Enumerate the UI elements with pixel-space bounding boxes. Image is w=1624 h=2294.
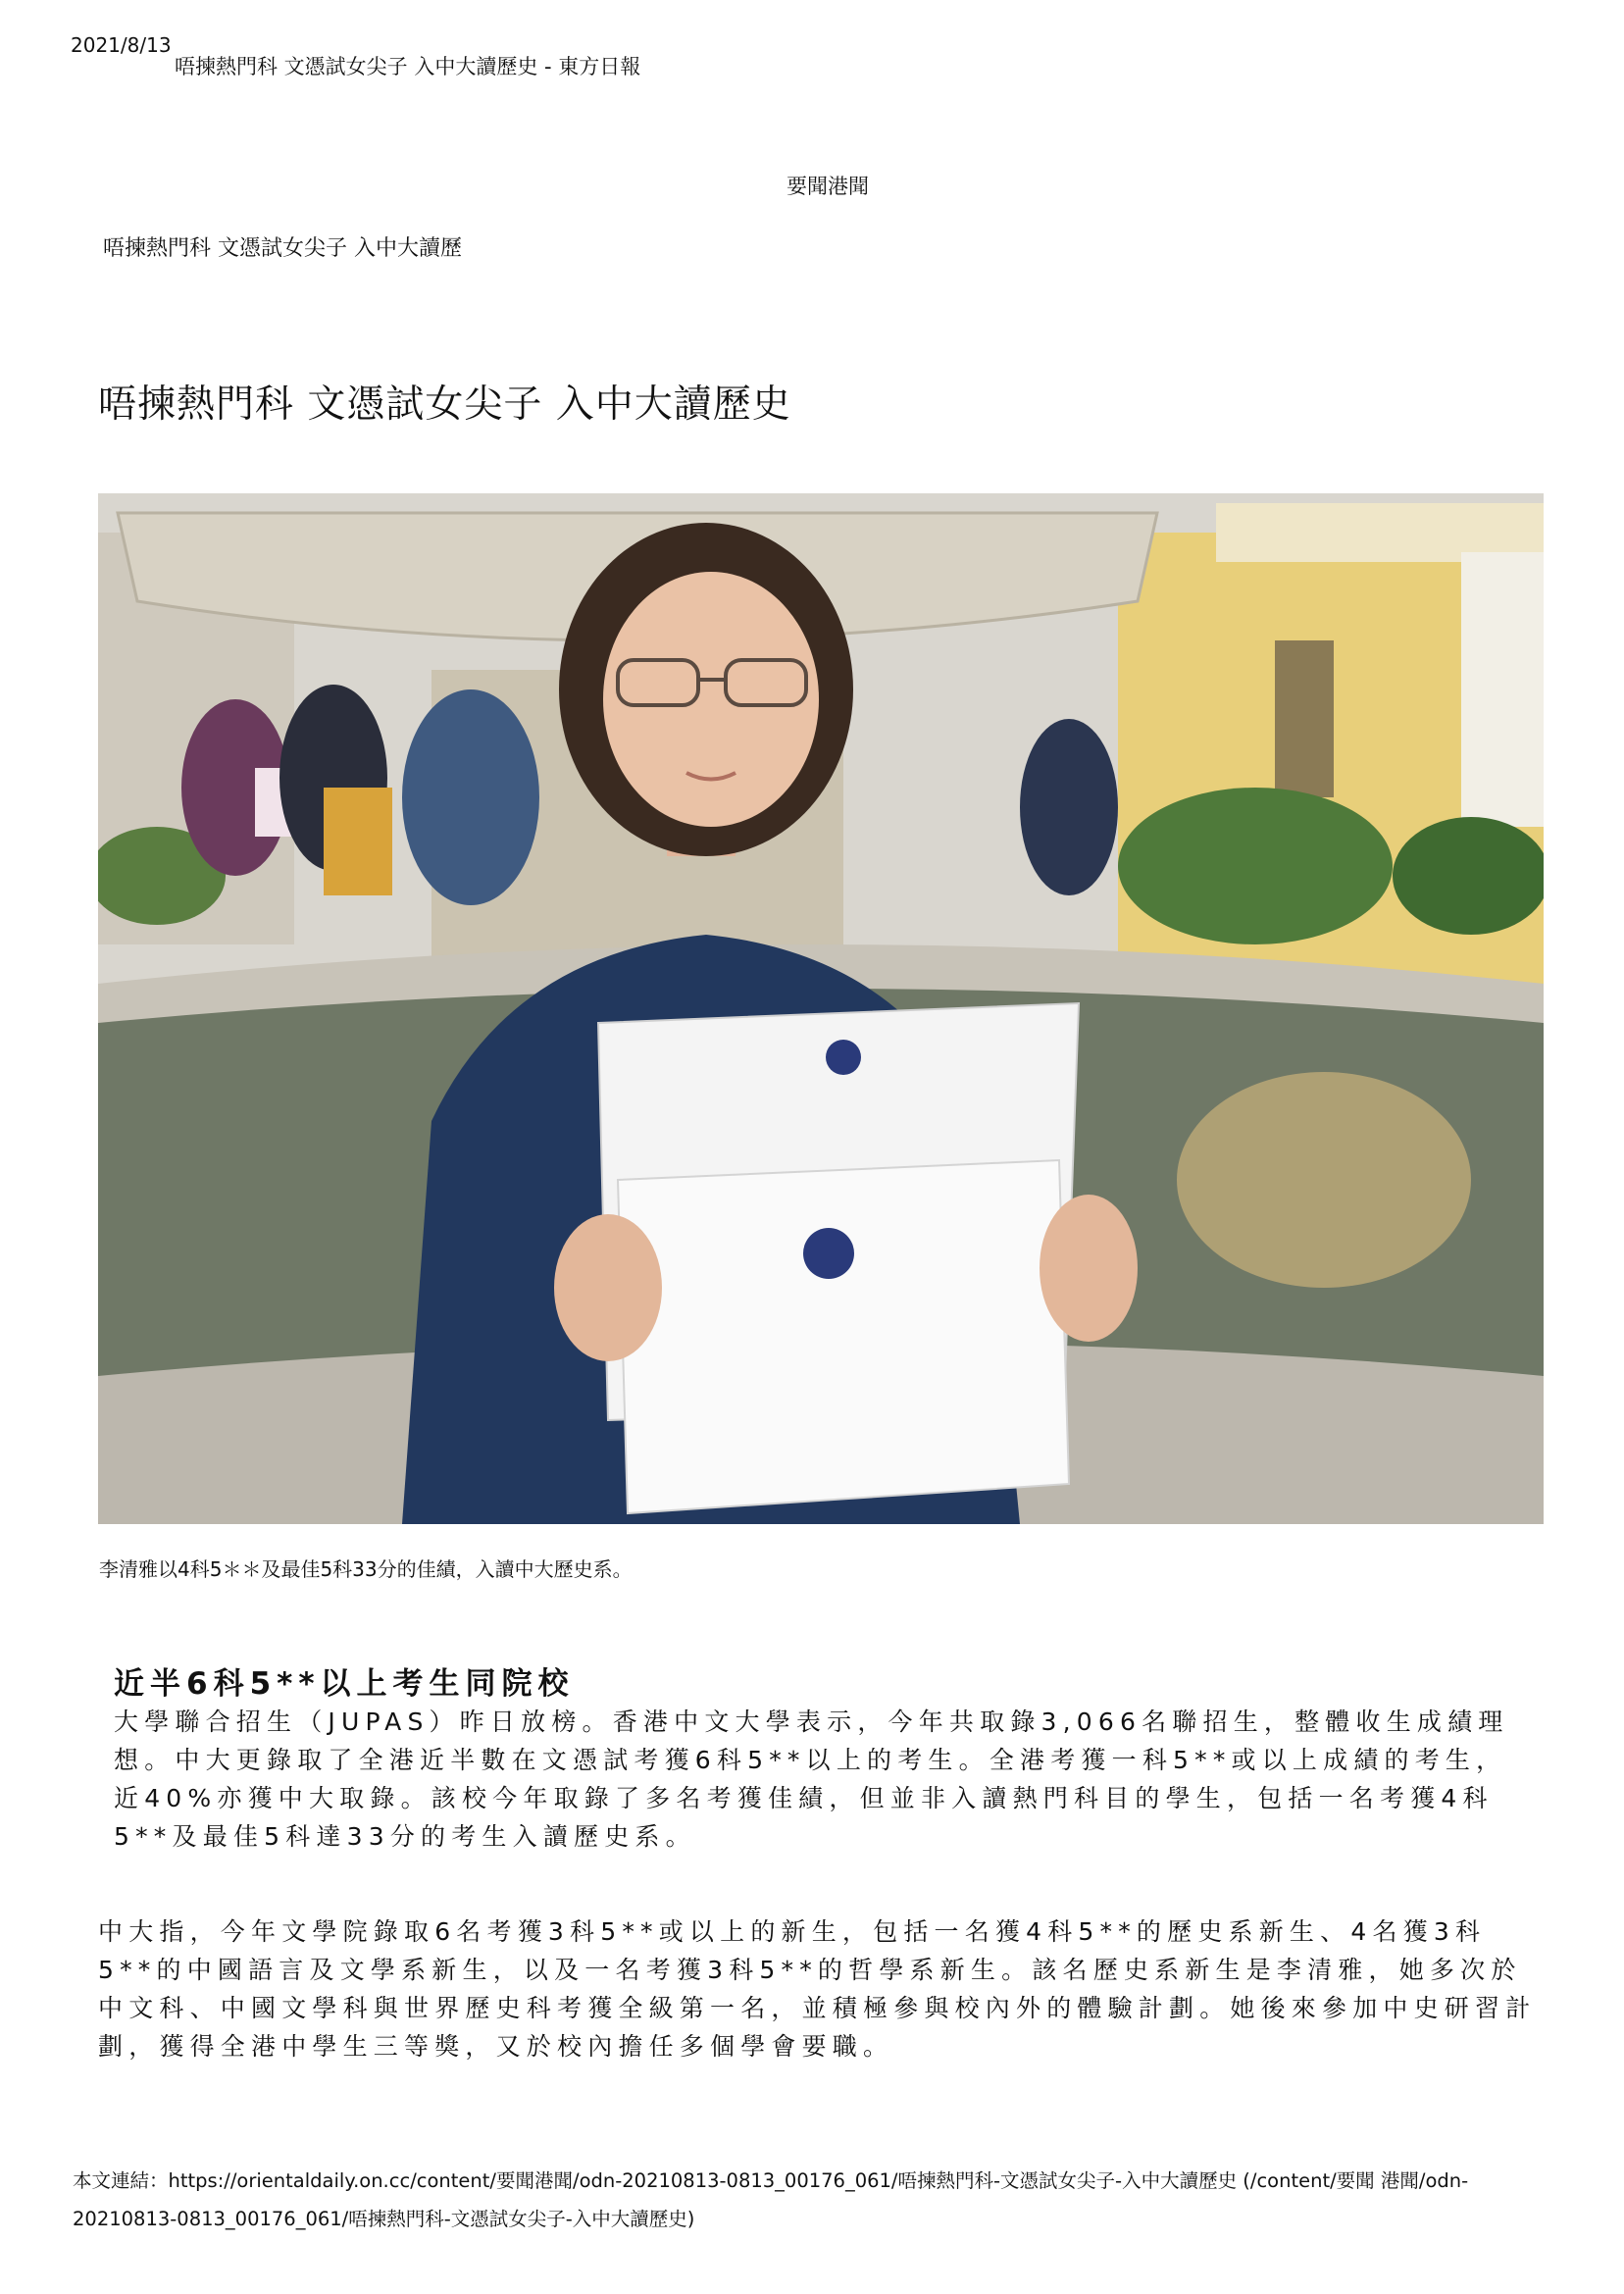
article-photo: [98, 493, 1544, 1524]
article-headline: 唔揀熱門科 文憑試女尖子 入中大讀歷史: [98, 382, 791, 427]
source-url[interactable]: https://orientaldaily.on.cc/content/要聞港聞/odn-20210813-0813_00176_061/唔揀熱門科-文憑試女尖子-入中大讀歷史 (/content/要聞 港聞/odn-20210813-0813_00176_061/唔揀熱門科-文憑試女尖子-入中大讀歷史): [73, 2169, 1469, 2230]
photo-illustration: [98, 493, 1544, 1524]
print-page-title: 唔揀熱門科 文憑試女尖子 入中大讀歷史 - 東方日報: [175, 55, 641, 78]
source-label: 本文連結：: [73, 2169, 169, 2192]
print-date: 2021/8/13: [71, 33, 172, 57]
source-link[interactable]: [73, 2162, 1544, 2238]
section-label[interactable]: 要聞港聞: [787, 175, 869, 198]
article-subheading: 近半6科5**以上考生同院校: [114, 1666, 575, 1702]
photo-caption: 李清雅以4科5＊＊及最佳5科33分的佳績，入讀中大歷史系。: [99, 1557, 633, 1581]
article-paragraph-1: 大學聯合招生（JUPAS）昨日放榜。香港中文大學表示，今年共取錄3,066名聯招生，整體收生成績理想。中大更錄取了全港近半數在文憑試考獲6科5**以上的考生。全港考獲一科5**或以上成績的考生，近40%亦獲中大取錄。該校今年取錄了多名考獲佳績，但並非入讀熱門科目的學生，包括一名考獲4科5**及最佳5科達33分的考生入讀歷史系。: [114, 1708, 1509, 1851]
article-paragraph-2: 中大指，今年文學院錄取6名考獲3科5**或以上的新生，包括一名獲4科5**的歷史系新生、4名獲3科5**的中國語言及文學系新生，以及一名考獲3科5**的哲學系新生。該名歷史系新生是李清雅，她多次於中文科、中國文學科與世界歷史科考獲全級第一名，並積極參與校內外的體驗計劃。她後來參加中史研習計劃，獲得全港中學生三等獎，又於校內擔任多個學會要職。: [98, 1917, 1537, 2061]
breadcrumb-title: 唔揀熱門科 文憑試女尖子 入中大讀歷: [103, 236, 462, 261]
